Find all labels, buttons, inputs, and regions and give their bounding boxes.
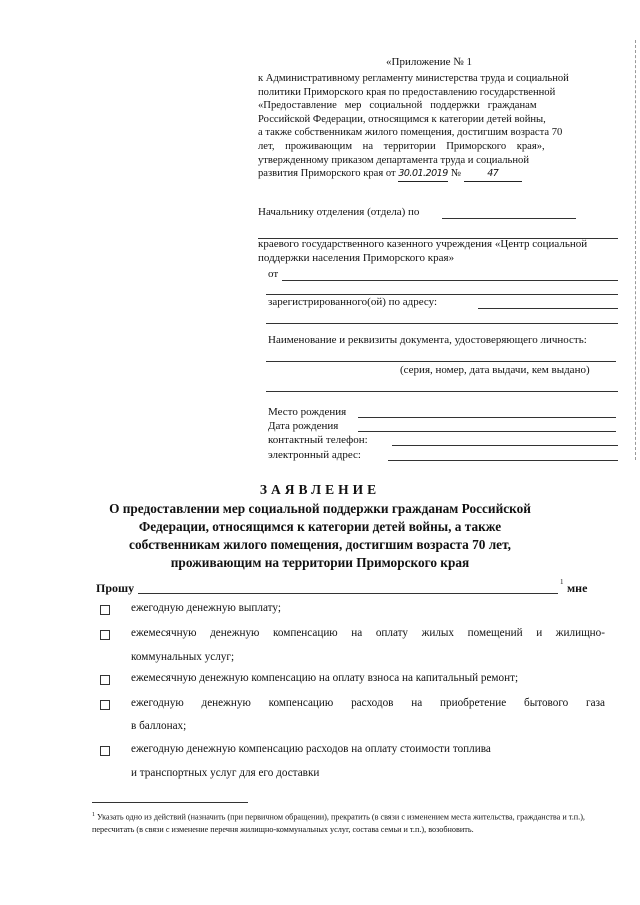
order-date: 30.01.2019 (398, 167, 448, 182)
request-suffix: мне (567, 581, 588, 595)
option-label: коммунальных услуг; (131, 651, 235, 663)
footnote-text: Указать одно из действий (назначить (при первичном обращении), прекратить (в связи с изменением места жительства, гражданства и т.п.), пересчитать (в связи с изменение перечня жилищно-коммунальных услуг, состава семьи и т.п.), возобновить. (92, 812, 585, 834)
department-field-line[interactable] (442, 218, 576, 219)
option-label: ежемесячную денежную компенсацию на оплату жилых помещений и жилищно- (131, 627, 605, 639)
birthplace-label: Место рождения (268, 406, 347, 418)
preamble-line: а также собственникам жилого помещения, достигшим возраста 70 (258, 127, 563, 139)
email-line[interactable] (388, 460, 618, 461)
statement-subtitle (0, 500, 640, 572)
applicant-name-line-2[interactable] (266, 294, 618, 295)
institution-name: краевого государственного казенного учреждения «Центр социальной поддержки населения Приморского края» (258, 238, 588, 264)
option-checkbox-capital-repair[interactable] (100, 675, 110, 685)
option-checkbox-fuel-compensation[interactable] (100, 746, 110, 756)
phone-line[interactable] (392, 445, 618, 446)
head-of-department-label: Начальнику отделения (отдела) по (258, 206, 420, 218)
option-label: ежегодную денежную компенсацию расходов на оплату стоимости топлива (131, 743, 491, 755)
birthdate-line[interactable] (358, 431, 616, 432)
subtitle-line: собственникам жилого помещения, достигшим возраста 70 лет, (129, 537, 511, 552)
preamble-line: «Предоставление мер социальной поддержки гражданам (258, 100, 537, 112)
preamble-line: к Административному регламенту министерства труда и социальной (258, 73, 569, 84)
from-label: от (268, 268, 279, 280)
document-line[interactable] (266, 361, 616, 362)
identity-document-label: Наименование и реквизиты документа, удостоверяющего личность: (268, 334, 587, 346)
email-label: электронный адрес: (268, 449, 361, 461)
subtitle-line: Федерации, относящимся к категории детей войны, а также (138, 519, 502, 534)
birthplace-line[interactable] (358, 417, 616, 418)
option-checkbox-housing-compensation[interactable] (100, 630, 110, 640)
request-prefix: Прошу (96, 581, 135, 595)
option-checkbox-gas-compensation[interactable] (100, 700, 110, 710)
preamble-line: Российской Федерации, относящимся к категории детей войны, (258, 113, 546, 125)
option-label: ежегодную денежную компенсацию расходов на приобретение бытового газа (131, 697, 605, 709)
phone-label: контактный телефон: (268, 434, 368, 446)
document-hint: (серия, номер, дата выдачи, кем выдано) (400, 364, 590, 376)
preamble-line: утвержденному приказом департамента труда и социальной (258, 154, 530, 166)
order-number-label: № (451, 168, 462, 180)
subtitle-line: проживающим на территории Приморского края (170, 555, 470, 570)
document-line-2[interactable] (266, 391, 618, 392)
option-label: в баллонах; (131, 720, 187, 732)
preamble-line: политики Приморского края по предоставлению государственной (258, 86, 556, 98)
scan-edge-mark (634, 40, 636, 460)
order-number: 47 (464, 167, 522, 182)
statement-heading: ЗАЯВЛЕНИЕ (259, 482, 381, 497)
address-line-2[interactable] (266, 323, 618, 324)
birthdate-label: Дата рождения (268, 420, 339, 432)
request-action-line[interactable] (138, 593, 558, 594)
option-label: и транспортных услуг для его доставки (131, 767, 320, 779)
subtitle-line: О предоставлении мер социальной поддержки гражданам Российской (109, 501, 531, 516)
registered-address-label: зарегистрированного(ой) по адресу: (268, 296, 438, 308)
preamble-last-line (258, 167, 602, 182)
appendix-title: «Приложение № 1 (386, 56, 473, 68)
address-line[interactable] (478, 308, 618, 309)
footnote (92, 809, 612, 836)
regulation-preamble (258, 72, 602, 182)
request-footnote-mark: 1 (560, 578, 564, 586)
footnote-divider (92, 802, 248, 803)
option-checkbox-annual-payment[interactable] (100, 605, 110, 615)
option-label: ежегодную денежную выплату; (131, 602, 281, 614)
preamble-line: лет, проживающим на территории Приморского края», (258, 140, 545, 152)
option-label: ежемесячную денежную компенсацию на оплату взноса на капитальный ремонт; (131, 672, 519, 684)
applicant-name-line[interactable] (282, 280, 618, 281)
preamble-line: развития Приморского края от (258, 168, 396, 180)
footnote-mark: 1 (92, 812, 95, 818)
